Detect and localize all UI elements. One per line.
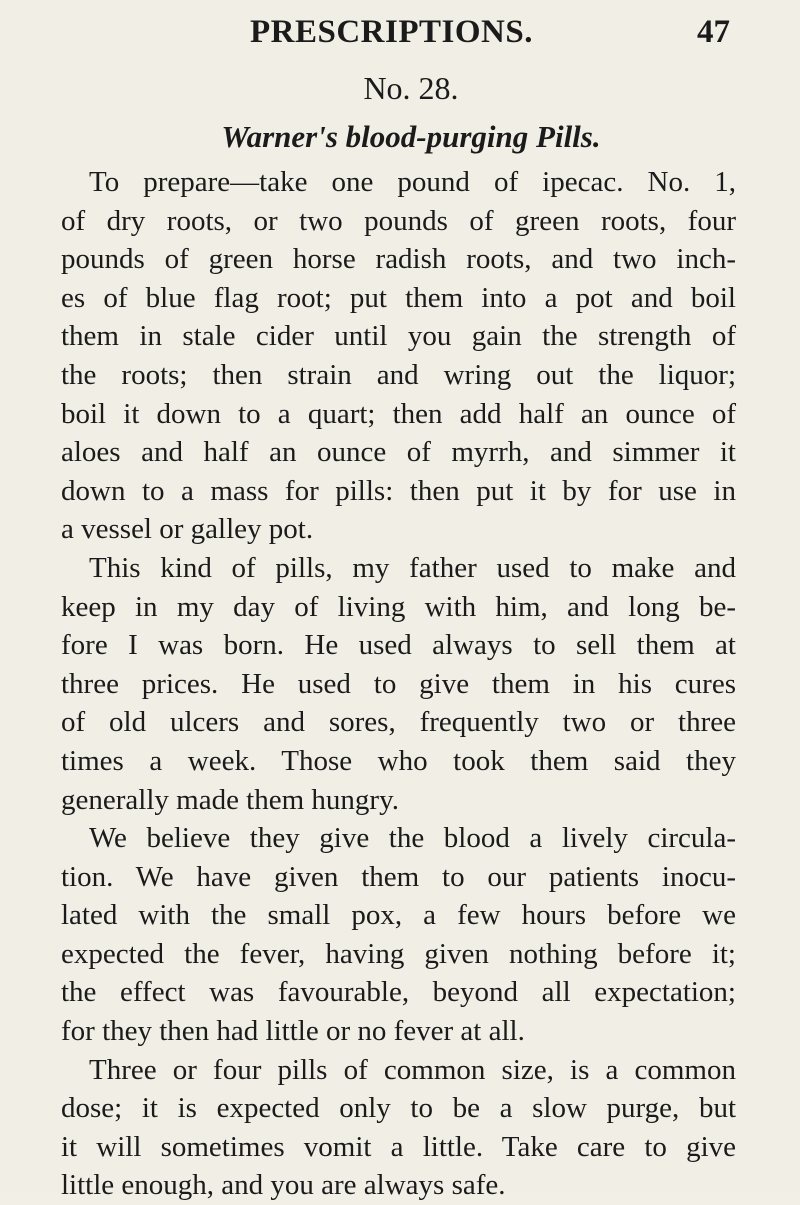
text-line: fore I was born. He used always to sell them at <box>61 629 736 662</box>
text-line: little enough, and you are always safe. <box>61 1169 506 1202</box>
text-line: for they then had little or no fever at all. <box>61 1015 525 1048</box>
recipe-body <box>61 163 736 1205</box>
text-line: dose; it is expected only to be a slow purge, but <box>61 1092 736 1125</box>
text-line: To prepare—take one pound of ipecac. No. 1, <box>89 166 736 198</box>
text-line: boil it down to a quart; then add half an ounce of <box>61 397 736 430</box>
running-head <box>0 12 800 52</box>
recipe-number: No. 28. <box>363 70 459 106</box>
text-line: generally made them hungry. <box>61 783 399 816</box>
text-line: it will sometimes vomit a little. Take care to give <box>61 1130 736 1163</box>
text-line: times a week. Those who took them said they <box>61 744 736 777</box>
text-line: keep in my day of living with him, and long be- <box>61 590 736 623</box>
text-line: This kind of pills, my father used to make and <box>89 551 736 584</box>
text-line: pounds of green horse radish roots, and two inch- <box>61 243 736 276</box>
text-line: them in stale cider until you gain the strength of <box>61 320 736 353</box>
text-line: tion. We have given them to our patients inocu- <box>61 860 736 893</box>
text-line: aloes and half an ounce of myrrh, and simmer it <box>61 436 736 469</box>
text-line: the effect was favourable, beyond all expectation; <box>61 976 736 1009</box>
text-line: es of blue flag root; put them into a pot and boil <box>61 281 736 314</box>
text-line: the roots; then strain and wring out the liquor; <box>61 358 736 391</box>
text-line: Three or four pills of common size, is a common <box>89 1053 736 1086</box>
recipe-title: Warner's blood-purging Pills. <box>221 119 601 154</box>
text-line: of dry roots, or two pounds of green roots, four <box>61 204 736 237</box>
text-line: down to a mass for pills: then put it by for use in <box>61 474 736 507</box>
text-line: a vessel or galley pot. <box>61 513 314 546</box>
running-title: PRESCRIPTIONS. <box>250 14 533 50</box>
text-line: We believe they give the blood a lively circula- <box>89 822 736 855</box>
text-line: lated with the small pox, a few hours before we <box>61 899 736 932</box>
page-number: 47 <box>697 14 730 50</box>
text-line: of old ulcers and sores, frequently two or three <box>61 706 736 739</box>
text-line: expected the fever, having given nothing before it; <box>61 937 736 970</box>
text-line: three prices. He used to give them in his cures <box>61 667 736 700</box>
